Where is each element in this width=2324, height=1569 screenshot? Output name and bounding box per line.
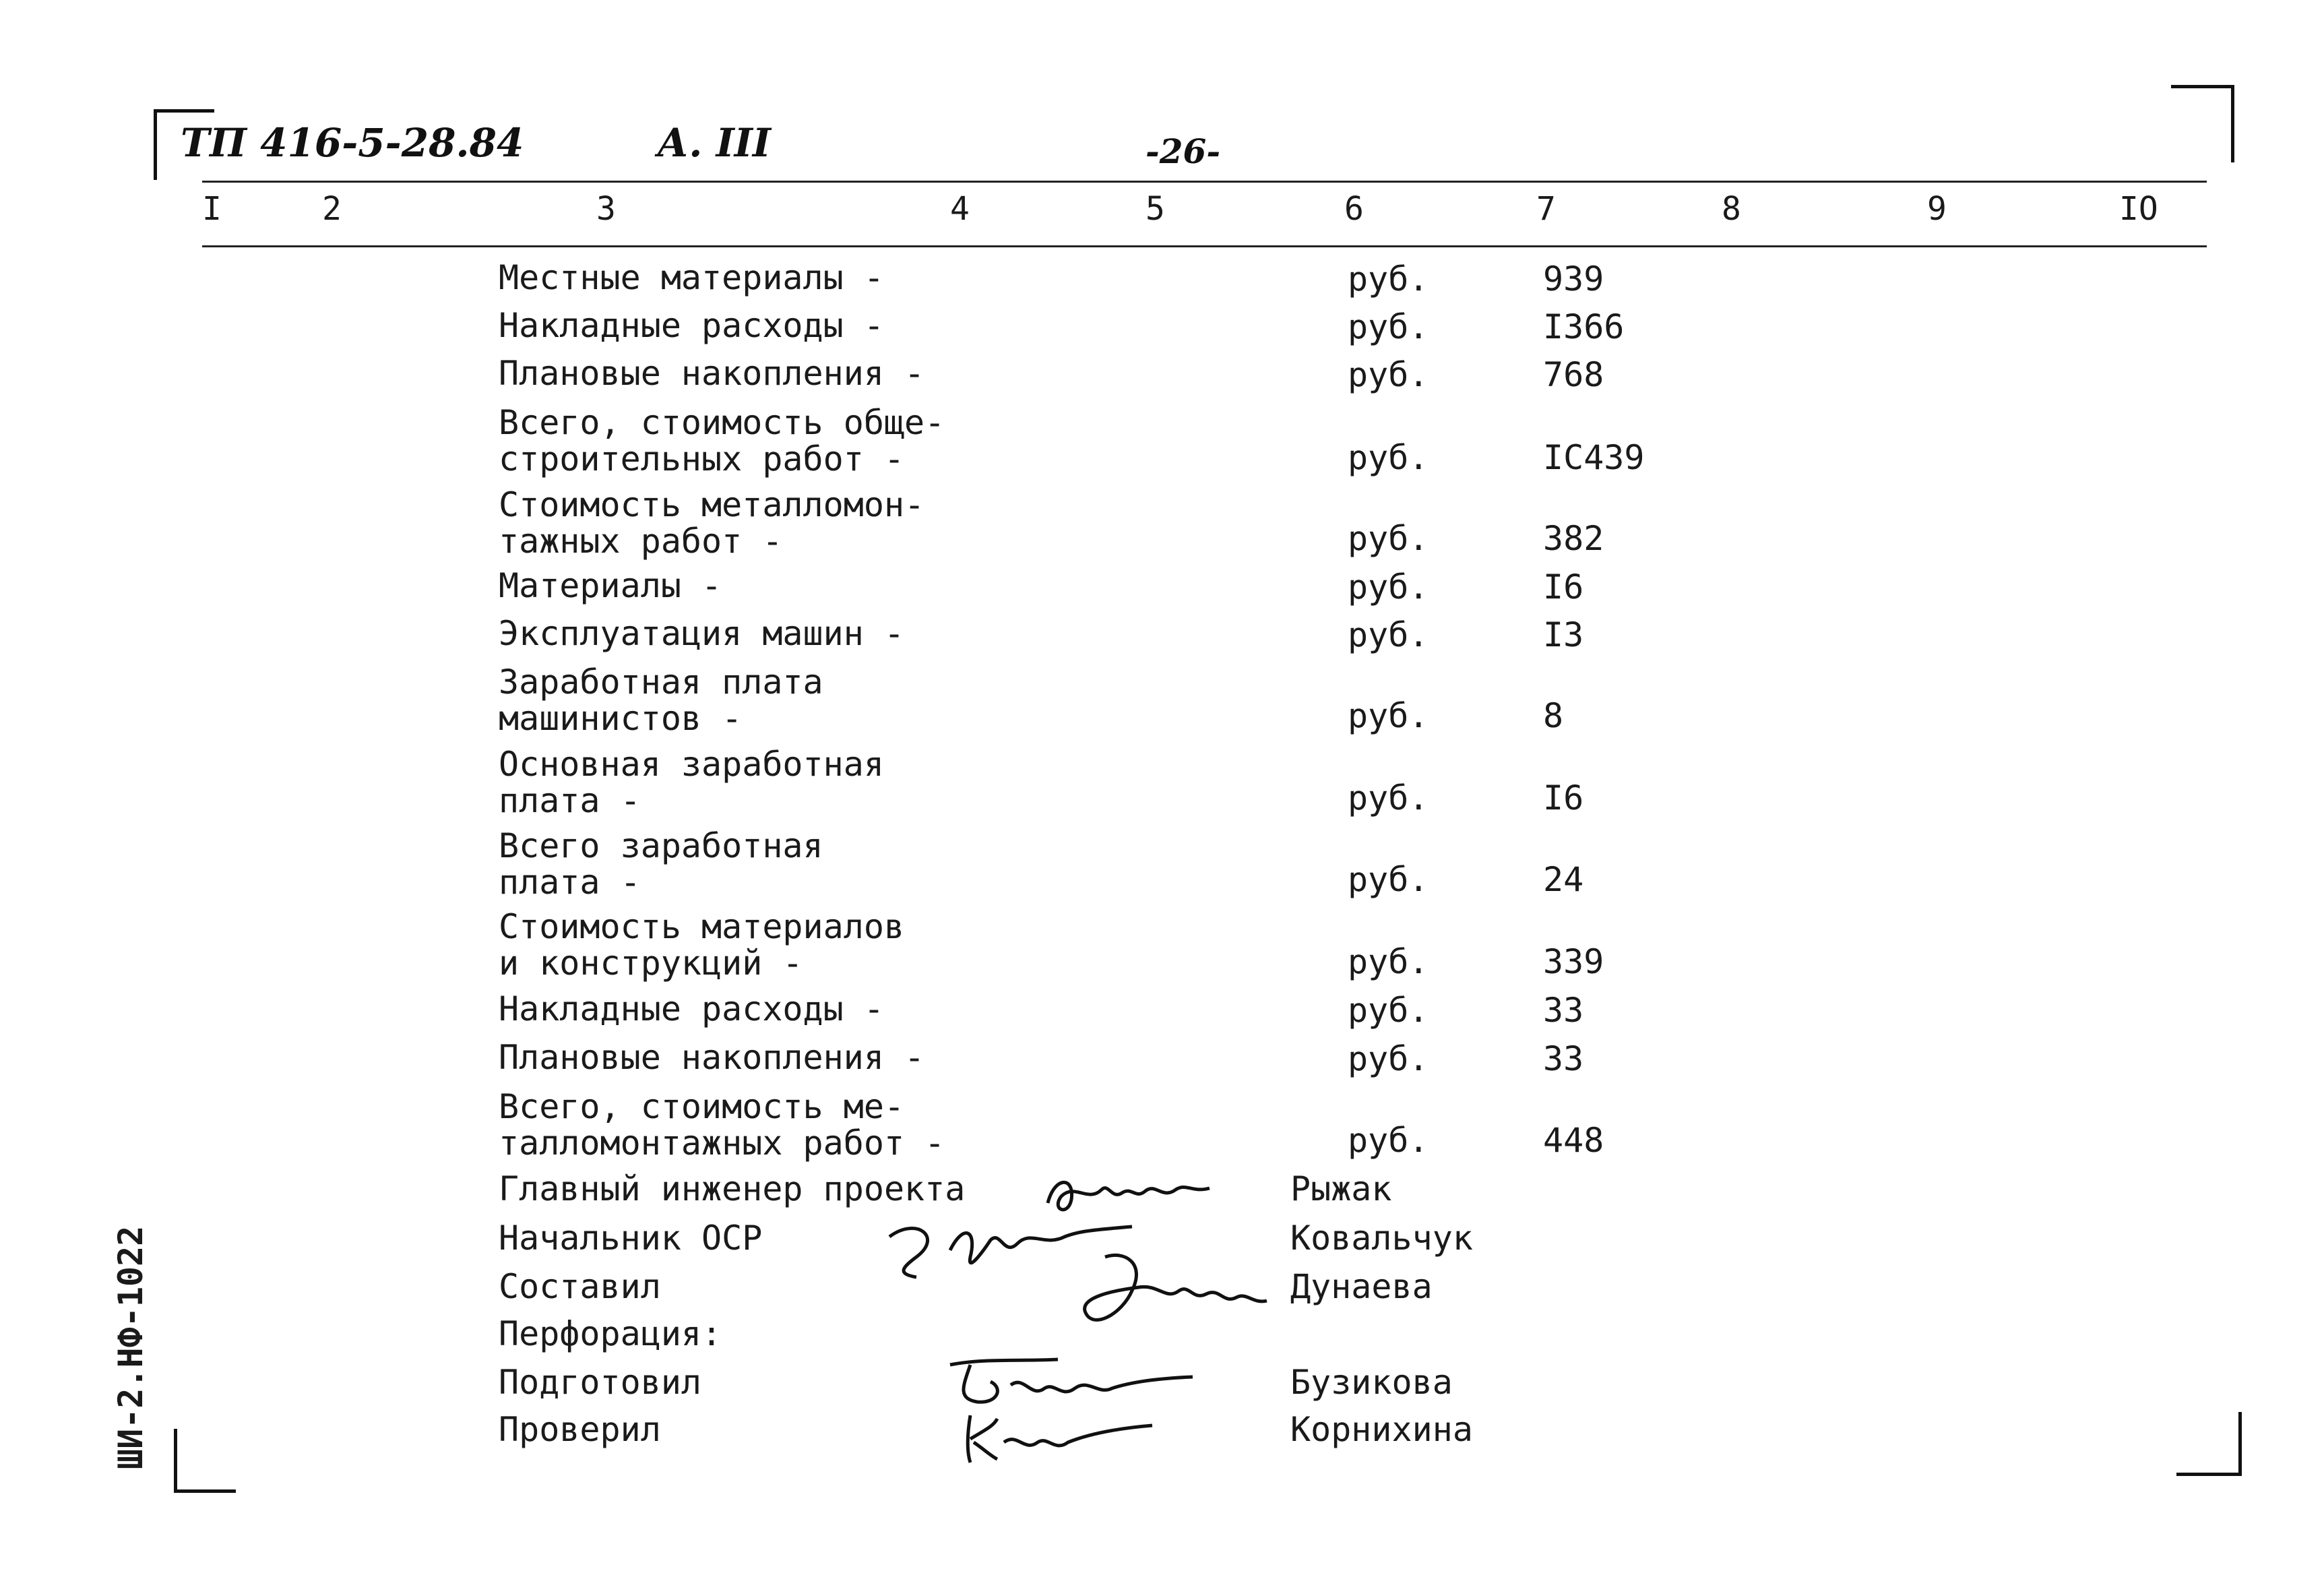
column-number: IO: [2119, 190, 2158, 228]
corner-bracket-bottom-right-h: [2176, 1473, 2242, 1476]
row-value: 8: [1543, 696, 1564, 735]
row-unit: руб.: [1348, 860, 1429, 899]
row-description: Всего, стоимость обще- строительных работ -: [499, 403, 945, 479]
row-unit: руб.: [1348, 696, 1429, 735]
row-value: 24: [1543, 860, 1584, 899]
column-number: 6: [1344, 190, 1364, 228]
row-value: 33: [1543, 991, 1584, 1030]
row-value: I6: [1543, 778, 1584, 818]
row-value: 448: [1543, 1121, 1604, 1160]
row-unit: руб.: [1348, 942, 1429, 981]
row-description: Стоимость материалов и конструкций -: [499, 907, 905, 983]
handwritten-signature-checked: [957, 1405, 1159, 1466]
side-code: ШИ-2.НФ-1022: [111, 1225, 150, 1469]
signature-name: Корнихина: [1290, 1410, 1473, 1449]
row-unit: руб.: [1348, 438, 1429, 477]
signature-name: Бузикова: [1290, 1363, 1453, 1402]
signature-role: Составил: [499, 1267, 661, 1306]
corner-bracket-bottom-right: [2238, 1412, 2242, 1476]
row-unit: руб.: [1348, 1039, 1429, 1078]
column-number: 3: [596, 190, 616, 228]
row-value: 939: [1543, 259, 1604, 299]
row-unit: руб.: [1348, 355, 1429, 394]
row-description: Местные материалы -: [499, 258, 884, 297]
signature-role: Подготовил: [499, 1363, 702, 1402]
signature-name: Рыжак: [1290, 1169, 1392, 1208]
row-description: Плановые накопления -: [499, 1038, 925, 1077]
handwritten-signature-compiler: [1065, 1237, 1274, 1338]
signature-role: Перфорация:: [499, 1314, 722, 1353]
row-description: Накладные расходы -: [499, 989, 884, 1028]
row-unit: руб.: [1348, 991, 1429, 1030]
column-number: I: [202, 190, 222, 228]
row-description: Стоимость металломон- тажных работ -: [499, 485, 925, 561]
row-value: I366: [1543, 307, 1625, 346]
corner-bracket-top-left: [154, 109, 157, 180]
row-unit: руб.: [1348, 519, 1429, 558]
row-unit: руб.: [1348, 567, 1429, 607]
doc-code: ТП 416-5-28.84: [181, 120, 524, 166]
row-value: 768: [1543, 355, 1604, 394]
corner-bracket-top-right: [2231, 85, 2234, 162]
row-value: IC439: [1543, 438, 1645, 477]
row-description: Материалы -: [499, 566, 722, 605]
album-mark: А. III: [657, 120, 772, 166]
column-number: 9: [1927, 190, 1947, 228]
corner-bracket-bottom-left-h: [174, 1489, 236, 1493]
row-description: Всего, стоимость ме- талломонтажных работ -: [499, 1087, 945, 1163]
row-unit: руб.: [1348, 778, 1429, 818]
row-unit: руб.: [1348, 615, 1429, 654]
row-unit: руб.: [1348, 307, 1429, 346]
corner-bracket-top-right-h: [2171, 85, 2234, 88]
column-number: 7: [1536, 190, 1556, 228]
row-description: Основная заработная плата -: [499, 745, 884, 820]
row-value: I3: [1543, 615, 1584, 654]
signature-role: Главный инженер проекта: [499, 1169, 966, 1208]
corner-bracket-top-left-h: [154, 109, 214, 113]
page-number: -26-: [1145, 131, 1221, 171]
signature-name: Ковальчук: [1290, 1219, 1473, 1258]
row-description: Накладные расходы -: [499, 306, 884, 345]
row-value: 33: [1543, 1039, 1584, 1078]
column-number: 8: [1722, 190, 1741, 228]
row-value: 382: [1543, 519, 1604, 558]
row-description: Всего заработная плата -: [499, 826, 823, 902]
header-rule-top: [202, 181, 2207, 183]
corner-bracket-bottom-left: [174, 1429, 177, 1493]
signature-name: Дунаева: [1290, 1267, 1433, 1306]
row-description: Эксплуатация машин -: [499, 614, 905, 653]
column-number: 4: [950, 190, 970, 228]
row-value: I6: [1543, 567, 1584, 607]
signature-role: Начальник ОСР: [499, 1219, 763, 1258]
handwritten-signature-prepared: [943, 1351, 1199, 1412]
row-value: 339: [1543, 942, 1604, 981]
column-number: 2: [322, 190, 342, 228]
row-description: Заработная плата машинистов -: [499, 663, 823, 738]
row-unit: руб.: [1348, 259, 1429, 299]
column-number: 5: [1145, 190, 1165, 228]
row-unit: руб.: [1348, 1121, 1429, 1160]
row-description: Плановые накопления -: [499, 354, 925, 393]
signature-role: Проверил: [499, 1410, 661, 1449]
header-rule-bottom: [202, 245, 2207, 247]
